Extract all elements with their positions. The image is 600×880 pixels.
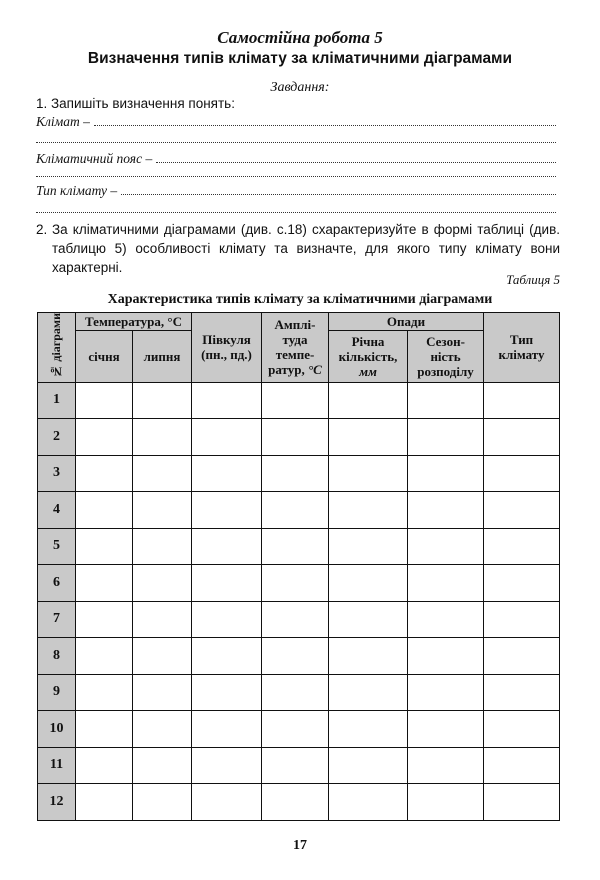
answer-cell[interactable] (133, 711, 192, 748)
answer-cell[interactable] (192, 492, 262, 529)
answer-cell[interactable] (133, 565, 192, 602)
answer-cell[interactable] (484, 784, 560, 821)
answer-cell[interactable] (329, 601, 408, 638)
definition-line-climate[interactable] (36, 112, 556, 130)
page-number: 17 (293, 838, 307, 853)
row-number: 9 (38, 674, 76, 711)
term-label: Тип клімату – (36, 183, 118, 198)
table-row (38, 638, 560, 675)
definition-line-climate-type[interactable] (36, 181, 556, 199)
answer-cell[interactable] (408, 382, 484, 419)
table-row (38, 711, 560, 748)
task2-body: За кліматичними діаграмами (див. с.18) схарактеризуйте в формі таблиці (див. таблицю 5) особливості клімату та визначте, для якого типу клімату вони характерні. (52, 222, 560, 275)
answer-cell[interactable] (133, 419, 192, 456)
row-number: 10 (38, 711, 76, 748)
task2-number: 2. (36, 222, 48, 237)
answer-cell[interactable] (408, 674, 484, 711)
answer-cell[interactable] (76, 382, 133, 419)
answer-cell[interactable] (329, 747, 408, 784)
answer-cell[interactable] (76, 784, 133, 821)
task1-text: 1. Запишіть визначення понять: (36, 96, 235, 111)
answer-cell[interactable] (408, 711, 484, 748)
row-number: 2 (38, 419, 76, 456)
answer-cell[interactable] (133, 784, 192, 821)
climate-table (37, 312, 560, 821)
answer-cell[interactable] (484, 565, 560, 602)
answer-cell[interactable] (329, 419, 408, 456)
answer-cell[interactable] (192, 601, 262, 638)
answer-cell[interactable] (133, 492, 192, 529)
header-january: січня (76, 330, 133, 382)
table-row (38, 601, 560, 638)
answer-cell[interactable] (76, 455, 133, 492)
table-row (38, 674, 560, 711)
answer-dots[interactable] (36, 142, 556, 143)
answer-cell[interactable] (484, 711, 560, 748)
table-title: Характеристика типів клімату за кліматичними діаграмами (107, 292, 493, 307)
task2-text (36, 220, 560, 277)
answer-cell[interactable] (76, 674, 133, 711)
table-row (38, 382, 560, 419)
answer-cell[interactable] (76, 638, 133, 675)
answer-cell[interactable] (262, 492, 329, 529)
answer-cell[interactable] (76, 711, 133, 748)
header-temperature: Температура, °С (76, 313, 192, 331)
answer-cell[interactable] (133, 455, 192, 492)
answer-cell[interactable] (76, 565, 133, 602)
term-label: Клімат – (36, 114, 90, 129)
answer-cell[interactable] (262, 674, 329, 711)
row-number: 11 (38, 747, 76, 784)
answer-cell[interactable] (192, 784, 262, 821)
table-row (38, 455, 560, 492)
row-number: 12 (38, 784, 76, 821)
table-row (38, 784, 560, 821)
answer-cell[interactable] (192, 711, 262, 748)
answer-cell[interactable] (329, 382, 408, 419)
answer-cell[interactable] (484, 638, 560, 675)
table-row (38, 565, 560, 602)
header-july: липня (133, 330, 192, 382)
row-number: 3 (38, 455, 76, 492)
header-diagram-number: № діаграми (38, 313, 76, 383)
answer-cell[interactable] (329, 455, 408, 492)
answer-cell[interactable] (192, 638, 262, 675)
answer-cell[interactable] (133, 638, 192, 675)
answer-cell[interactable] (133, 747, 192, 784)
answer-dots[interactable] (36, 176, 556, 177)
answer-cell[interactable] (192, 419, 262, 456)
header-annual-amount: Річна кількість, мм (329, 330, 408, 382)
answer-cell[interactable] (262, 455, 329, 492)
answer-cell[interactable] (408, 492, 484, 529)
answer-cell[interactable] (76, 419, 133, 456)
answer-cell[interactable] (262, 382, 329, 419)
answer-cell[interactable] (484, 674, 560, 711)
answer-cell[interactable] (192, 565, 262, 602)
term-label: Кліматичний пояс – (36, 151, 153, 166)
answer-cell[interactable] (192, 674, 262, 711)
answer-cell[interactable] (329, 492, 408, 529)
header-seasonality: Сезон- ність розподілу (408, 330, 484, 382)
answer-cell[interactable] (408, 638, 484, 675)
answer-cell[interactable] (192, 747, 262, 784)
answer-cell[interactable] (192, 528, 262, 565)
answer-cell[interactable] (262, 747, 329, 784)
answer-cell[interactable] (484, 492, 560, 529)
answer-cell[interactable] (76, 528, 133, 565)
task-heading: Завдання: (270, 80, 330, 95)
answer-cell[interactable] (192, 455, 262, 492)
answer-cell[interactable] (484, 382, 560, 419)
answer-cell[interactable] (329, 638, 408, 675)
table-label: Таблиця 5 (506, 272, 560, 287)
table-row (38, 747, 560, 784)
answer-cell[interactable] (408, 784, 484, 821)
header-amplitude: Амплі- туда темпе- ратур, °С (262, 313, 329, 383)
answer-dots (94, 124, 556, 126)
header-precipitation: Опади (329, 313, 484, 331)
page-subtitle: Визначення типів клімату за кліматичними діаграмами (87, 50, 513, 67)
answer-cell[interactable] (133, 674, 192, 711)
row-number: 4 (38, 492, 76, 529)
answer-dots[interactable] (36, 212, 556, 213)
answer-cell[interactable] (76, 747, 133, 784)
row-number: 7 (38, 601, 76, 638)
answer-cell[interactable] (329, 528, 408, 565)
answer-cell[interactable] (133, 528, 192, 565)
answer-cell[interactable] (262, 419, 329, 456)
answer-cell[interactable] (262, 784, 329, 821)
answer-cell[interactable] (408, 528, 484, 565)
table-row (38, 528, 560, 565)
table-row (38, 419, 560, 456)
answer-cell[interactable] (484, 528, 560, 565)
answer-cell[interactable] (408, 747, 484, 784)
definition-line-climate-zone[interactable] (36, 149, 556, 167)
answer-cell[interactable] (262, 711, 329, 748)
row-number: 1 (38, 382, 76, 419)
answer-cell[interactable] (262, 638, 329, 675)
answer-cell[interactable] (408, 419, 484, 456)
answer-cell[interactable] (76, 601, 133, 638)
row-number: 6 (38, 565, 76, 602)
answer-cell[interactable] (329, 674, 408, 711)
answer-dots (121, 193, 556, 195)
answer-dots (156, 161, 556, 163)
table-row (38, 492, 560, 529)
header-climate-type: Тип клімату (484, 313, 560, 383)
answer-cell[interactable] (329, 784, 408, 821)
answer-cell[interactable] (484, 419, 560, 456)
answer-cell[interactable] (329, 711, 408, 748)
answer-cell[interactable] (408, 601, 484, 638)
row-number: 8 (38, 638, 76, 675)
answer-cell[interactable] (329, 565, 408, 602)
answer-cell[interactable] (192, 382, 262, 419)
answer-cell[interactable] (484, 455, 560, 492)
answer-cell[interactable] (484, 747, 560, 784)
answer-cell[interactable] (484, 601, 560, 638)
answer-cell[interactable] (408, 455, 484, 492)
row-number: 5 (38, 528, 76, 565)
answer-cell[interactable] (133, 382, 192, 419)
header-hemisphere: Півкуля (пн., пд.) (192, 313, 262, 383)
answer-cell[interactable] (133, 601, 192, 638)
answer-cell[interactable] (76, 492, 133, 529)
answer-cell[interactable] (262, 601, 329, 638)
work-title: Самостійна робота 5 (217, 28, 383, 47)
answer-cell[interactable] (262, 528, 329, 565)
answer-cell[interactable] (408, 565, 484, 602)
answer-cell[interactable] (262, 565, 329, 602)
